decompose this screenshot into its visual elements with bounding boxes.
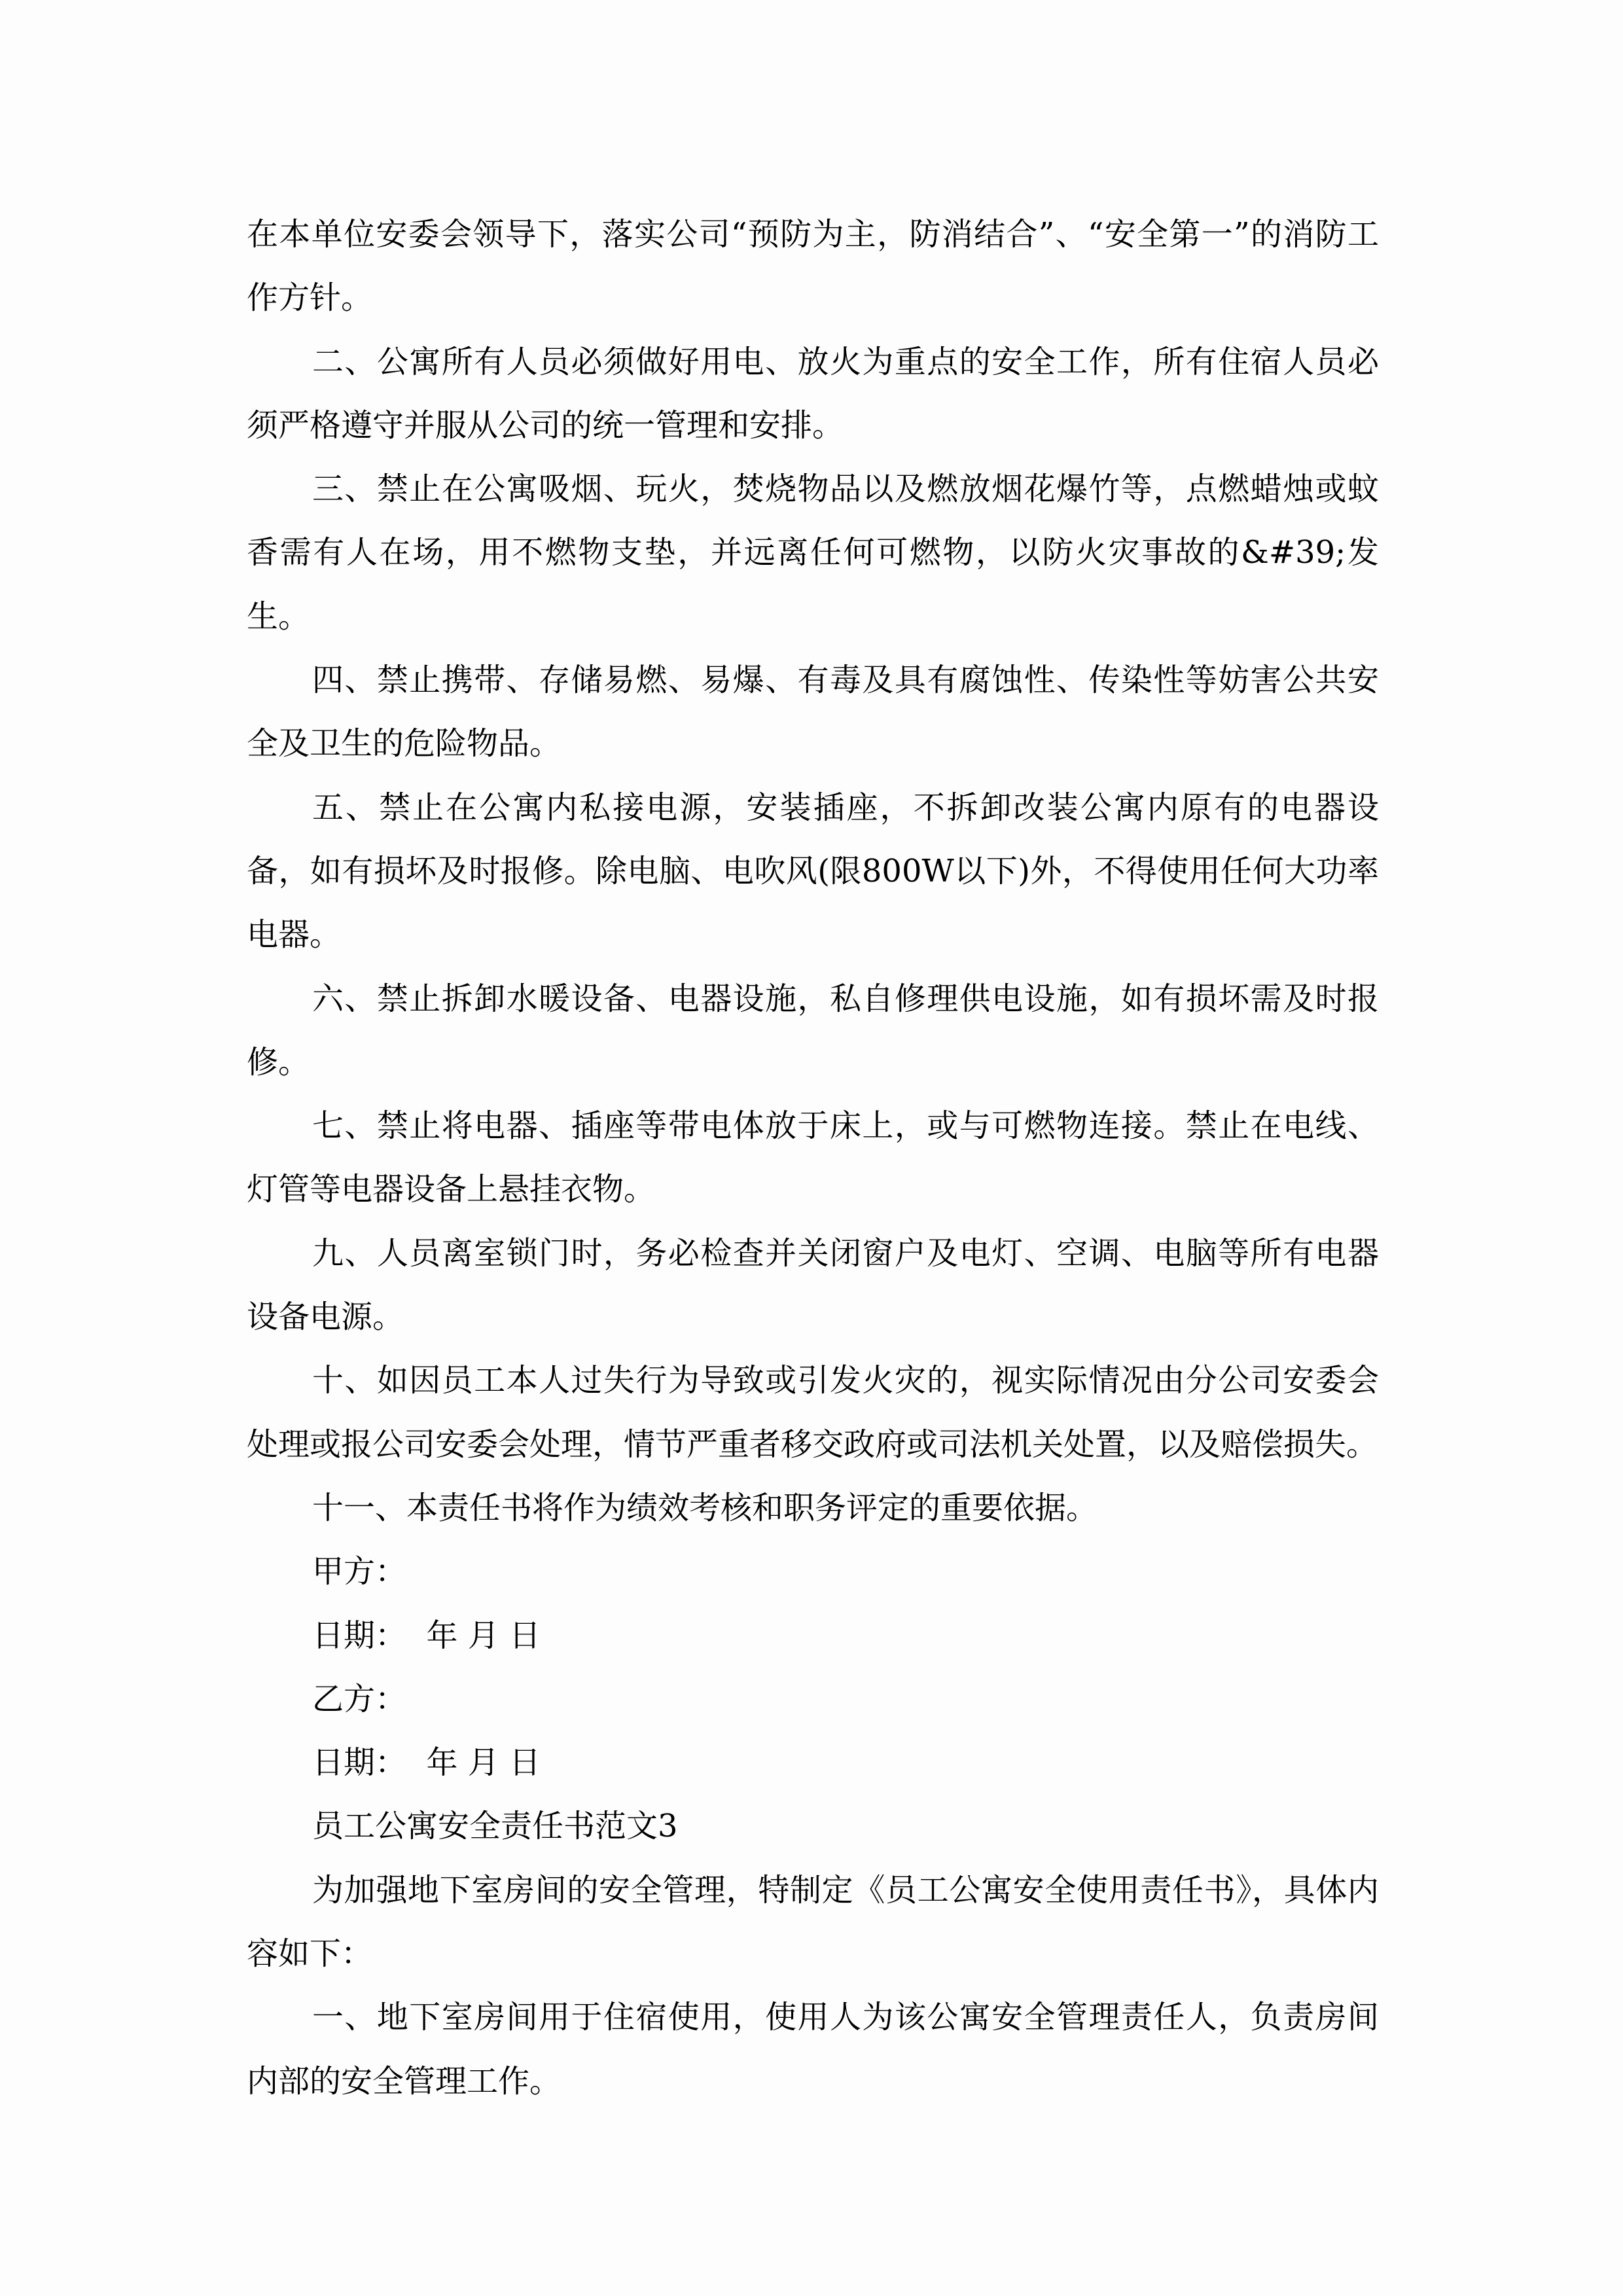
- party-a-date: 日期： 年 月 日: [312, 1617, 541, 1654]
- paragraph-item-5: 五、禁止在公寓内私接电源，安装插座，不拆卸改装公寓内原有的电器设备，如有损坏及时报修。除电脑、电吹风(限800W以下)外，不得使用任何大功率电器。: [247, 789, 1379, 954]
- section-3-title: 员工公寓安全责任书范文3: [312, 1808, 678, 1845]
- section-3-item-1: 一、地下室房间用于住宿使用，使用人为该公寓安全管理责任人，负责房间内部的安全管理工作。: [247, 1999, 1379, 2100]
- paragraph-item-6: 六、禁止拆卸水暖设备、电器设施，私自修理供电设施，如有损坏需及时报修。: [247, 980, 1379, 1081]
- party-a-label: 甲方：: [312, 1553, 407, 1590]
- paragraph-item-3: 三、禁止在公寓吸烟、玩火，焚烧物品以及燃放烟花爆竹等，点燃蜡烛或蚊香需有人在场，用不燃物支垫，并远离任何可燃物，以防火灾事故的&#39;发生。: [247, 471, 1379, 635]
- paragraph-item-2: 二、公寓所有人员必须做好用电、放火为重点的安全工作，所有住宿人员必须严格遵守并服从公司的统一管理和安排。: [247, 343, 1379, 444]
- party-b-label: 乙方：: [312, 1680, 407, 1717]
- paragraph-item-4: 四、禁止携带、存储易燃、易爆、有毒及具有腐蚀性、传染性等妨害公共安全及卫生的危险物品。: [247, 662, 1379, 762]
- paragraph-item-11: 十一、本责任书将作为绩效考核和职务评定的重要依据。: [312, 1489, 1098, 1526]
- paragraph-item-7: 七、禁止将电器、插座等带电体放于床上，或与可燃物连接。禁止在电线、灯管等电器设备上悬挂衣物。: [247, 1107, 1379, 1208]
- paragraph-item-9: 九、人员离室锁门时，务必检查并关闭窗户及电灯、空调、电脑等所有电器设备电源。: [247, 1234, 1379, 1336]
- section-3-intro: 为加强地下室房间的安全管理，特制定《员工公寓安全使用责任书》，具体内容如下：: [247, 1871, 1379, 1973]
- party-b-date: 日期： 年 月 日: [312, 1744, 541, 1782]
- paragraph-fire-policy: 在本单位安委会领导下，落实公司“预防为主，防消结合”、“安全第一”的消防工作方针。: [247, 216, 1379, 317]
- paragraph-item-10: 十、如因员工本人过失行为导致或引发火灾的，视实际情况由分公司安委会处理或报公司安委会处理，情节严重者移交政府或司法机关处置，以及赔偿损失。: [247, 1362, 1379, 1463]
- document-page: [247, 203, 1379, 2113]
